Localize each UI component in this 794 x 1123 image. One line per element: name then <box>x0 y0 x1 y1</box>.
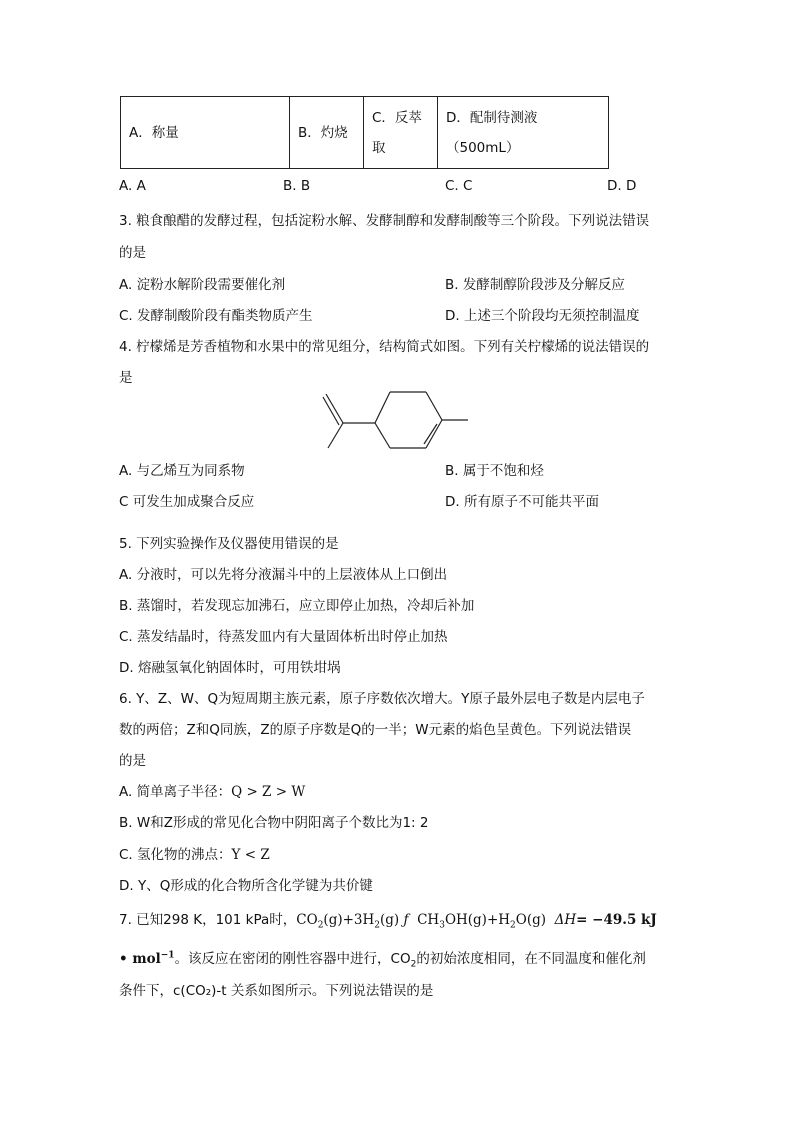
q3-option-d: D. 上述三个阶段均无须控制温度 <box>445 308 640 324</box>
q3-stem-line2: 的是 <box>119 245 146 261</box>
q7-stem-line3: 条件下，c(CO₂)-t 关系如图所示。下列说法错误的是 <box>119 983 434 999</box>
q7-stem-line1: 7. 已知298 K，101 kPa时，$CO_2(g)+3H_2(g)$ ƒ $CH_3OH(g)+H_2O(g)$ ΔH= −49.5 kJ <box>119 912 657 931</box>
q2-option-a: A. A <box>119 178 146 194</box>
q4-option-c: C 可发生加成聚合反应 <box>119 494 255 510</box>
q7-delta-h-value: = −49.5 kJ <box>576 912 657 928</box>
q6-stem-line1: 6. Y、Z、W、Q为短周期主族元素，原子序数依次增大。Y原子最外层电子数是内层电子 <box>119 691 645 707</box>
q4-stem-line2: 是 <box>119 370 133 386</box>
q6-option-a-math: Q > Z > W <box>231 784 306 800</box>
table-cell-c: C．反萃 取 <box>364 97 438 169</box>
q2-option-b: B. B <box>283 178 311 194</box>
q2-option-d: D. D <box>607 178 637 194</box>
q5-option-b: B. 蒸馏时，若发现忘加沸石，应立即停止加热，冷却后补加 <box>119 598 475 614</box>
q6-stem-line2: 数的两倍；Z和Q同族，Z的原子序数是Q的一半；W元素的焰色呈黄色。下列说法错误 <box>119 722 632 738</box>
q6-option-c: C. 氢化物的沸点：Y < Z <box>119 847 270 863</box>
q5-option-d: D. 熔融氢氧化钠固体时，可用铁坩埚 <box>119 660 341 676</box>
q3-stem-line1: 3. 粮食酿醋的发酵过程，包括淀粉水解、发酵制醇和发酵制酸等三个阶段。下列说法错误 <box>119 213 650 229</box>
q4-option-b: B. 属于不饱和烃 <box>445 463 544 479</box>
q4-stem-line1: 4. 柠檬烯是芳香植物和水果中的常见组分，结构简式如图。下列有关柠檬烯的说法错误的 <box>119 339 650 355</box>
q6-option-a: A. 简单离子半径：Q > Z > W <box>119 784 306 800</box>
table-cell-d: D．配制待测液 （500mL） <box>438 97 609 169</box>
limonene-structure-diagram <box>318 384 478 454</box>
experiment-table <box>120 96 609 169</box>
table-cell-b: B．灼烧 <box>290 97 364 169</box>
q3-option-b: B. 发酵制醇阶段涉及分解反应 <box>445 277 625 293</box>
q6-option-b: B. W和Z形成的常见化合物中阴阳离子个数比为1: 2 <box>119 815 429 831</box>
q7-stem-line2: • mol$^{-1}$。该反应在密闭的刚性容器中进行，$CO_2$的初始浓度相同，在不同温度和催化剂 <box>119 950 646 970</box>
q3-option-c: C. 发酵制酸阶段有酯类物质产生 <box>119 308 313 324</box>
q5-stem: 5. 下列实验操作及仪器使用错误的是 <box>119 536 339 552</box>
table-cell-a: A．称量 <box>121 97 290 169</box>
q4-option-d: D. 所有原子不可能共平面 <box>445 494 599 510</box>
q4-option-a: A. 与乙烯互为同系物 <box>119 463 245 479</box>
q6-stem-line3: 的是 <box>119 753 146 769</box>
q7-unit: • mol$^{-1}$ <box>119 950 175 967</box>
q6-option-c-math: Y < Z <box>231 847 270 863</box>
q6-option-d: D. Y、Q形成的化合物所含化学键为共价键 <box>119 878 373 894</box>
q2-option-c: C. C <box>445 178 473 194</box>
q5-option-c: C. 蒸发结晶时，待蒸发皿内有大量固体析出时停止加热 <box>119 629 448 645</box>
q3-option-a: A. 淀粉水解阶段需要催化剂 <box>119 277 286 293</box>
q5-option-a: A. 分液时，可以先将分液漏斗中的上层液体从上口倒出 <box>119 567 448 583</box>
q7-equation: $CO_2(g)+3H_2(g)$ ƒ $CH_3OH(g)+H_2O(g)$ <box>296 912 547 931</box>
q7-delta-h: ΔH <box>554 912 577 928</box>
